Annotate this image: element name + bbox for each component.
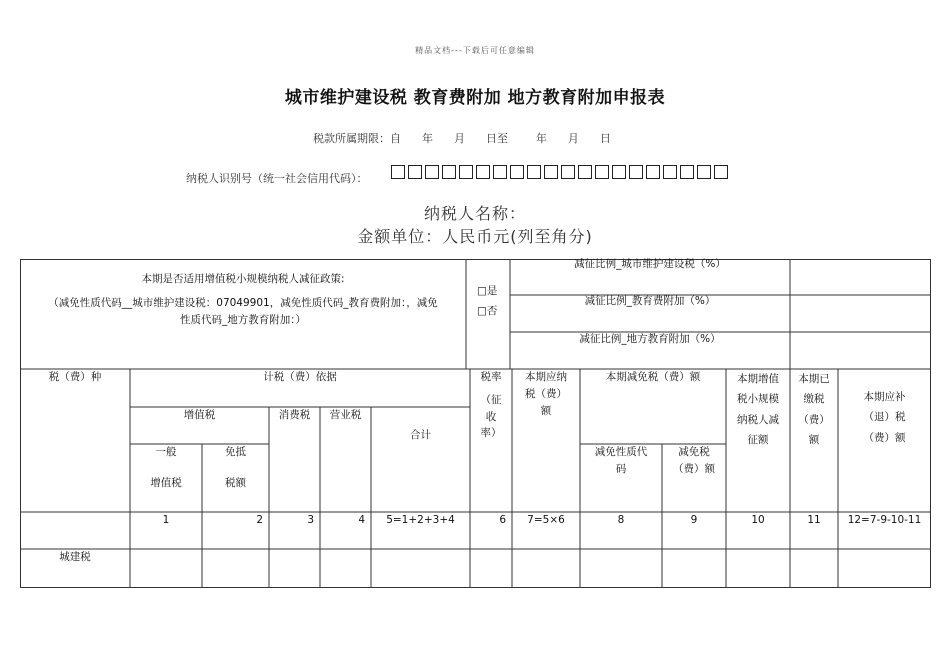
taxpayer-id-digit-box[interactable]	[697, 165, 711, 179]
taxpayer-id-digit-box[interactable]	[391, 165, 405, 179]
header-rate-line1: 税率	[480, 371, 502, 383]
header-payable-line2: 税（费）	[525, 387, 567, 400]
header-vat: 增值税	[183, 409, 216, 421]
row-input-cell-1[interactable]	[131, 550, 201, 586]
taxpayer-id-digit-box[interactable]	[425, 165, 439, 179]
header-reduction-amount-line1: 减免税	[678, 446, 710, 458]
header-reduction-amount-line2: （费）额	[673, 462, 715, 475]
header-paid-line4: 额	[808, 434, 820, 447]
column-number-4: 4	[358, 514, 365, 526]
policy-codes	[26, 295, 460, 329]
header-rate	[470, 369, 512, 442]
header-general-vat-line2: 增值税	[150, 476, 182, 489]
header-refund-line2: （退）税	[863, 411, 906, 424]
header-small-scale-line4: 征额	[747, 434, 769, 447]
row-input-cell-3[interactable]	[270, 550, 319, 586]
header-exempt-line2: 税额	[225, 476, 246, 489]
taxpayer-id-digit-box[interactable]	[629, 165, 643, 179]
header-rate-line2: （征	[480, 393, 502, 406]
header-general-vat-line1: 一般	[155, 446, 177, 458]
header-rate-line4: 率）	[480, 427, 502, 440]
taxpayer-id-boxes[interactable]	[391, 165, 728, 179]
declaration-table	[20, 259, 931, 588]
row-input-cell-10[interactable]	[727, 550, 789, 586]
page-title: 城市维护建设税 教育费附加 地方教育附加申报表	[284, 88, 666, 108]
taxpayer-id-digit-box[interactable]	[459, 165, 473, 179]
taxpayer-id-digit-box[interactable]	[527, 165, 541, 179]
taxpayer-id-digit-box[interactable]	[595, 165, 609, 179]
ratio-edu-label: 减征比例_教育费附加（%）	[584, 295, 716, 307]
taxpayer-id-digit-box[interactable]	[442, 165, 456, 179]
header-consumption: 消费税	[278, 409, 311, 421]
taxpayer-id-digit-box[interactable]	[476, 165, 490, 179]
ratio-local-label: 减征比例_地方教育附加（%）	[579, 333, 721, 345]
column-number-1: 1	[162, 514, 170, 526]
header-exempt-line1: 免抵	[225, 446, 246, 458]
header-paid-line2: 缴税	[803, 393, 825, 406]
ratio-city-label: 减征比例_城市维护建设税（%）	[574, 258, 726, 270]
header-small-scale	[726, 369, 790, 451]
taxpayer-id-digit-box[interactable]	[680, 165, 694, 179]
header-refund-line1: 本期应补	[863, 391, 906, 403]
ratio-city-input[interactable]	[791, 260, 930, 294]
policy-codes-line1: （减免性质代码__城市维护建设税：07049901，减免性质代码_教育费附加：，减免	[48, 297, 438, 309]
taxpayer-id-digit-box[interactable]	[544, 165, 558, 179]
tax-period-label: 税款所属期限：自 年 月 日至 年 月 日	[313, 132, 611, 145]
header-reduction-code-line2: 码	[615, 462, 627, 475]
row-input-cell-12[interactable]	[839, 550, 930, 586]
row-input-cell-2[interactable]	[203, 550, 268, 586]
header-tax-type: 税（费）种	[48, 371, 102, 383]
ratio-local-input[interactable]	[791, 333, 930, 368]
taxpayer-id-label: 纳税人识别号（统一社会信用代码）：	[186, 172, 368, 185]
column-number-9: 9	[690, 514, 698, 526]
policy-yes-checkbox[interactable]: □是	[477, 285, 498, 297]
row-input-cell-8[interactable]	[581, 550, 661, 586]
header-refund-line3: （费）额	[863, 431, 906, 444]
taxpayer-id-digit-box[interactable]	[408, 165, 422, 179]
taxpayer-id-digit-box[interactable]	[663, 165, 677, 179]
row-tax-type-city: 城建税	[59, 551, 91, 563]
taxpayer-id-digit-box[interactable]	[646, 165, 660, 179]
header-basis: 计税（费）依据	[263, 371, 337, 383]
header-reduction-code-line1: 减免性质代	[594, 446, 648, 458]
column-number-6: 6	[499, 514, 506, 526]
header-exempt	[202, 444, 269, 492]
taxpayer-id-digit-box[interactable]	[561, 165, 575, 179]
taxpayer-id-digit-box[interactable]	[714, 165, 728, 179]
document-watermark: 精品文档---下载后可任意编辑	[415, 46, 535, 55]
header-payable	[512, 369, 580, 419]
header-payable-line3: 额	[540, 404, 552, 417]
column-number-7: 7=5×6	[527, 514, 565, 526]
taxpayer-id-digit-box[interactable]	[578, 165, 592, 179]
row-input-cell-7[interactable]	[513, 550, 579, 586]
policy-no-checkbox[interactable]: □否	[477, 305, 498, 317]
header-small-scale-line2: 税小规模	[737, 393, 779, 406]
header-total: 合计	[410, 429, 431, 441]
amount-unit-label: 金额单位：人民币元(列至角分)	[357, 227, 593, 246]
row-input-cell-9[interactable]	[663, 550, 725, 586]
header-small-scale-line1: 本期增值	[737, 373, 779, 385]
column-number-10: 10	[751, 514, 765, 526]
column-number-11: 11	[807, 514, 821, 526]
policy-codes-line2: 性质代码_地方教育附加：）	[180, 313, 306, 326]
header-rate-line3: 收	[485, 410, 497, 423]
policy-question: 本期是否适用增值税小规模纳税人减征政策:	[141, 273, 345, 285]
taxpayer-name-label: 纳税人名称：	[423, 204, 526, 223]
column-number-3: 3	[307, 514, 314, 526]
column-number-5: 5=1+2+3+4	[386, 514, 455, 526]
header-paid-line3: （费）	[798, 413, 830, 426]
header-refund	[838, 387, 931, 448]
row-input-cell-4[interactable]	[321, 550, 370, 586]
header-reduction-amount	[662, 444, 726, 478]
taxpayer-id-digit-box[interactable]	[510, 165, 524, 179]
row-input-cell-6[interactable]	[471, 550, 511, 586]
ratio-edu-input[interactable]	[791, 296, 930, 331]
row-input-cell-5[interactable]	[372, 550, 469, 586]
taxpayer-id-digit-box[interactable]	[612, 165, 626, 179]
column-number-2: 2	[256, 514, 263, 526]
header-paid	[790, 369, 838, 451]
column-number-12: 12=7-9-10-11	[847, 514, 922, 526]
row-input-cell-11[interactable]	[791, 550, 837, 586]
taxpayer-id-digit-box[interactable]	[493, 165, 507, 179]
header-small-scale-line3: 纳税人减	[737, 413, 779, 426]
header-reduction: 本期减免税（费）额	[605, 371, 701, 383]
column-number-8: 8	[617, 514, 625, 526]
header-reduction-code	[580, 444, 662, 478]
header-business: 营业税	[329, 409, 362, 421]
header-general-vat	[130, 444, 202, 492]
header-payable-line1: 本期应纳	[525, 371, 567, 383]
header-paid-line1: 本期已	[798, 373, 830, 385]
